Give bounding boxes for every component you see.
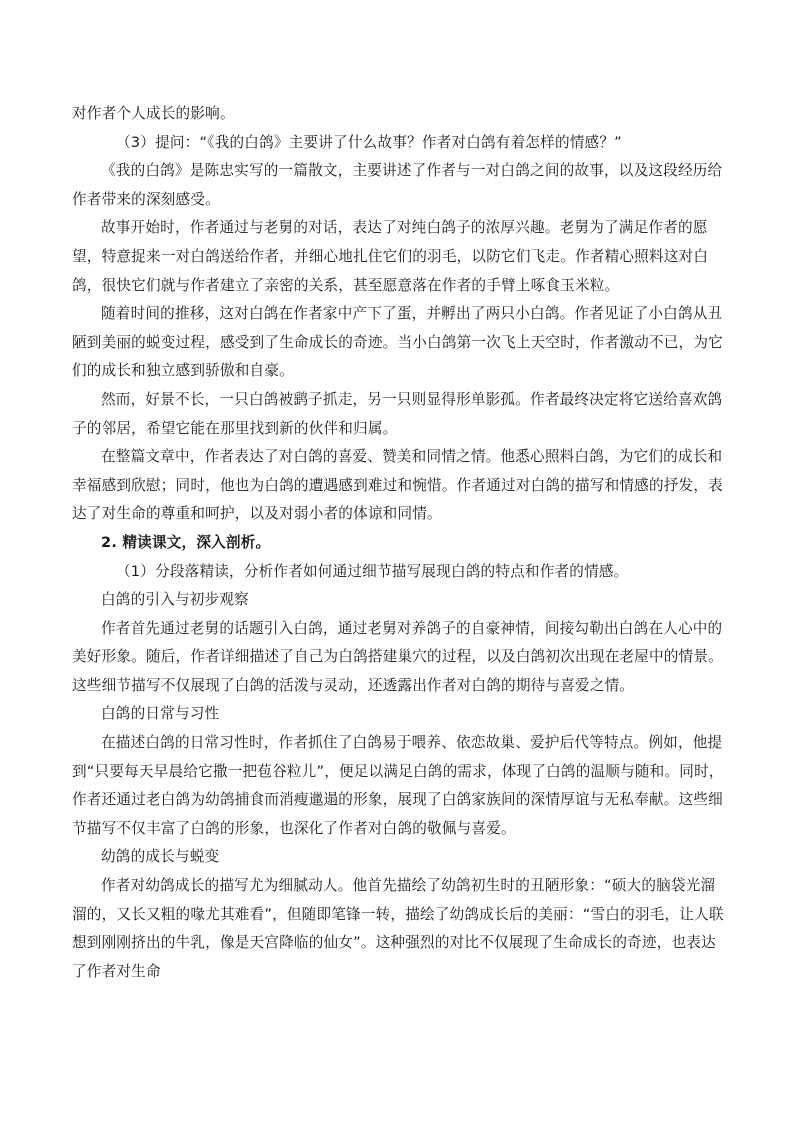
paragraph: 然而，好景不长，一只白鸽被鹞子抓走，另一只则显得形单影孤。作者最终决定将它送给喜欢鸽子的邻居，希望它能在那里找到新的伙伴和归属。	[72, 390, 723, 437]
paragraph: 故事开始时，作者通过与老舅的对话，表达了对纯白鸽子的浓厚兴趣。老舅为了满足作者的愿望，特意捉来一对白鸽送给作者，并细心地扎住它们的羽毛，以防它们飞走。作者精心照料这对白鸽，很快它们就与作者建立了亲密的关系，甚至愿意落在作者的手臂上啄食玉米粒。	[72, 219, 709, 294]
paragraph: 《我的白鸽》是陈忠实写的一篇散文，主要讲述了作者与一对白鸽之间的故事，以及这段经历给作者带来的深刻感受。	[72, 162, 723, 208]
subheading: 幼鸽的成长与蜕变	[101, 848, 220, 866]
question-3: （3）提问：“《我的白鸽》主要讲了什么故事？作者对白鸽有着怎样的情感？”	[116, 133, 622, 151]
paragraph: 随着时间的推移，这对白鸽在作者家中产下了蛋，并孵出了两只小白鸽。作者见证了小白鸽从丑陋到美丽的蜕变过程，感受到了生命成长的奇迹。当小白鸽第一次飞上天空时，作者激动不已，为它们的成长和独立感到骄傲和自豪。	[72, 305, 723, 380]
paragraph: 作者首先通过老舅的话题引入白鸽，通过老舅对养鸽子的自豪神情，间接勾勒出白鸽在人心中的美好形象。随后，作者详细描述了自己为白鸽搭建巢穴的过程，以及白鸽初次出现在老屋中的情景。这些细节描写不仅展现了白鸽的活泼与灵动，还透露出作者对白鸽的期待与喜爱之情。	[72, 619, 723, 694]
paragraph: 对作者个人成长的影响。	[72, 105, 235, 122]
subheading: 白鸽的日常与习性	[101, 705, 220, 723]
paragraph: 作者对幼鸽成长的描写尤为细腻动人。他首先描绘了幼鸽初生时的丑陋形象：“硕大的脑袋光溜溜的，又长又粗的喙尤其难看”，但随即笔锋一转，描绘了幼鸽成长后的美丽：“雪白的羽毛，让人联想到刚刚挤出的牛乳，像是天宫降临的仙女”。这种强烈的对比不仅展现了生命成长的奇迹，也表达了作者对生命	[72, 877, 724, 980]
paragraph: 在描述白鸽的日常习性时，作者抓住了白鸽易于喂养、依恋故巢、爱护后代等特点。例如，他提到“只要每天早晨给它撒一把苞谷粒儿”，便足以满足白鸽的需求，体现了白鸽的温顺与随和。同时，作者还通过老白鸽为幼鸽捕食而消瘦邋遢的形象，展现了白鸽家族间的深情厚谊与无私奉献。这些细节描写不仅丰富了白鸽的形象，也深化了作者对白鸽的敬佩与喜爱。	[72, 734, 724, 837]
section-heading: 2. 精读课文，深入剖析。	[101, 533, 271, 551]
subheading: 白鸽的引入与初步观察	[101, 591, 249, 609]
document-body	[72, 100, 724, 986]
paragraph: 在整篇文章中，作者表达了对白鸽的喜爱、赞美和同情之情。他悉心照料白鸽，为它们的成长和幸福感到欣慰；同时，他也为白鸽的遭遇感到难过和惋惜。作者通过对白鸽的描写和情感的抒发，表达了对生命的尊重和呵护，以及对弱小者的体谅和同情。	[72, 448, 723, 523]
question-1: （1）分段落精读，分析作者如何通过细节描写展现白鸽的特点和作者的情感。	[116, 562, 629, 580]
